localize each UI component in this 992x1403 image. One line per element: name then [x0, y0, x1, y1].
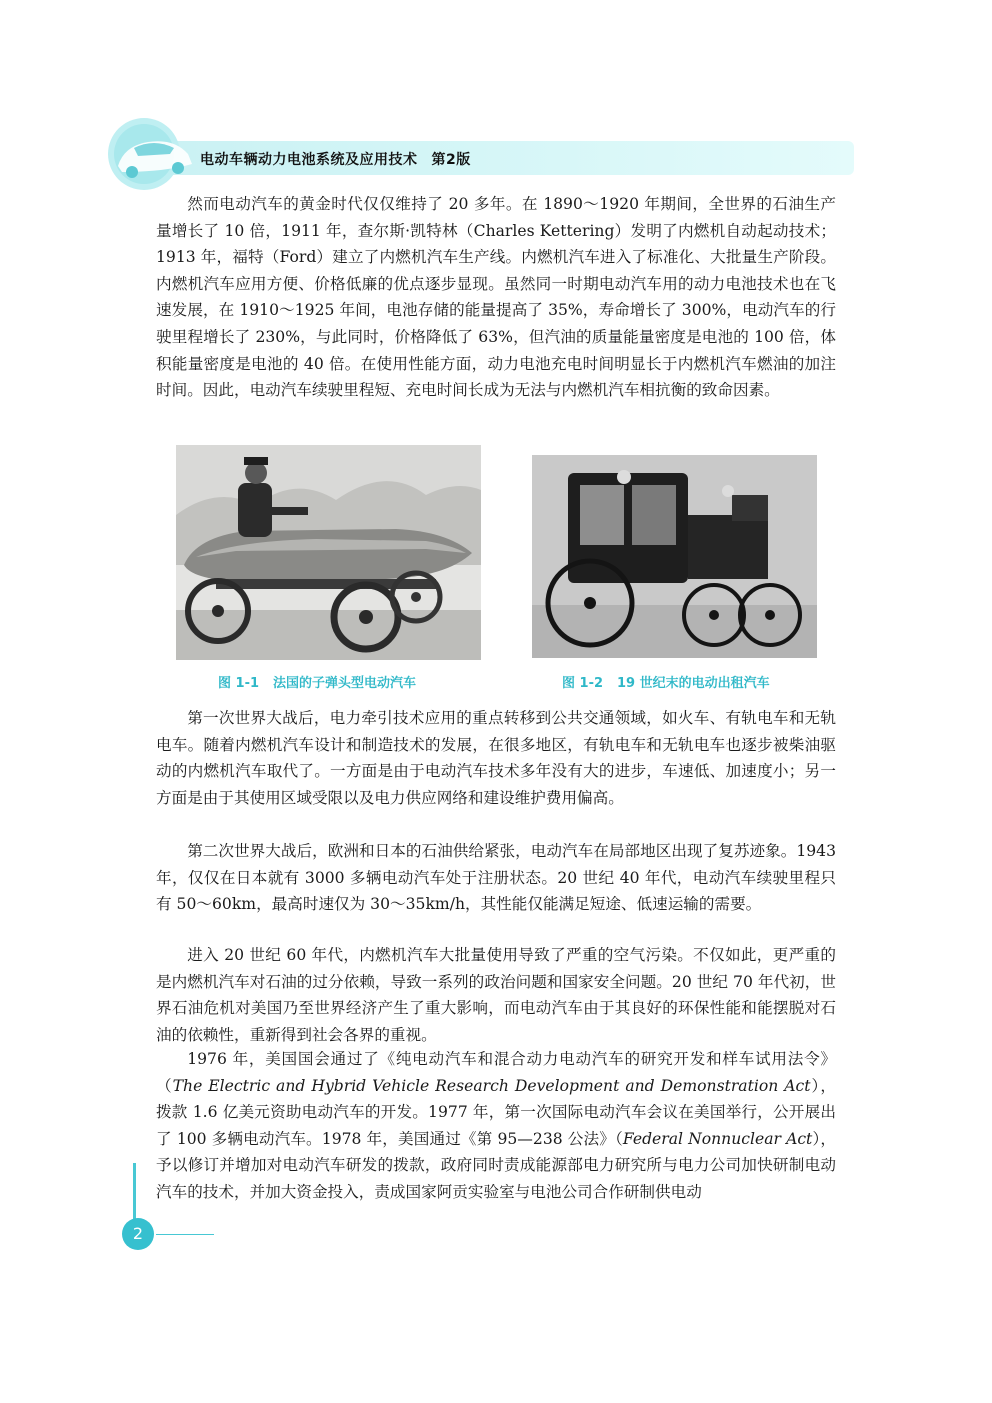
figure-1-caption — [218, 672, 416, 691]
paragraph: 然而电动汽车的黄金时代仅仅维持了 20 多年。在 1890～1920 年期间，全世界的石油生产量增长了 10 倍，1911 年，查尔斯·凯特林（Charles Kettering）发明了内燃机自动起动技术；1913 年，福特（Ford）建立了内燃机汽车生产线。内燃机汽车进入了标准化、大批量生产阶段。内燃机汽车应用方便、价格低廉的优点逐步显现。虽然同一时期电动汽车用的动力电池技术也在飞速发展，在 1910～1925 年间，电池存储的能量提高了 35%，寿命增长了 300%，电动汽车的行驶里程增长了 230%，与此同时，价格降低了 63%，但汽油的质量能量密度是电池的 100 倍，体积能量密度是电池的 40 倍。在使用性能方面，动力电池充电时间明显长于内燃机汽车燃油的加注时间。因此，电动汽车续驶里程短、充电时间长成为无法与内燃机汽车相抗衡的致命因素。 — [156, 195, 836, 400]
figure-2-caption — [562, 672, 770, 691]
paragraph-text: ），予以修订并增加对电动汽车研发的拨款，政府同时责成能源部电力研究所与电力公司加快研制电动汽车的技术，并加大资金投入，责成国家阿贡实验室与电池公司合作研制供电动 — [156, 1129, 836, 1201]
margin-rule — [133, 1163, 136, 1223]
figure-2-photo — [532, 455, 817, 658]
page-number: 2 — [122, 1218, 154, 1250]
figure-1-photo — [176, 445, 481, 660]
book-title: 电动车辆动力电池系统及应用技术 — [200, 152, 418, 168]
paragraph: 第二次世界大战后，欧洲和日本的石油供给紧张，电动汽车在局部地区出现了复苏迹象。1943 年，仅仅在日本就有 3000 多辆电动汽车处于注册状态。20 世纪 40 年代，电动汽车续驶里程只有 50～60km，最高时速仅为 30～35km/h，其性能仅能满足短途、低速运输的需要。 — [156, 842, 836, 914]
paragraph — [156, 1046, 836, 1206]
car-logo-icon — [104, 108, 214, 196]
running-header — [200, 149, 471, 169]
footer-rule — [156, 1234, 214, 1235]
paragraph-text: ），拨款 1.6 亿美元资助电动汽车的开发。1977 年，第一次国际电动汽车会议在美国举行，公开展出了 100 多辆电动汽车。1978 年，美国通过《第 95—238 公法》（ — [156, 1076, 836, 1148]
figure-2-caption-text: 19 世纪末的电动出租汽车 — [617, 676, 770, 691]
book-edition: 第2版 — [431, 152, 471, 168]
figure-1-number: 图 1-1 — [218, 676, 260, 691]
figure-1-caption-text: 法国的子弹头型电动汽车 — [273, 676, 417, 691]
figure-2-number: 图 1-2 — [562, 676, 604, 691]
paragraph-text: 1976 年，美国国会通过了《纯电动汽车和混合动力电动汽车的研究开发和样车试用法令》（ — [156, 1050, 836, 1095]
act-title-english: Federal Nonnuclear Act — [622, 1129, 813, 1148]
act-title-english: The Electric and Hybrid Vehicle Research Development and Demonstration Act — [172, 1076, 811, 1095]
paragraph: 进入 20 世纪 60 年代，内燃机汽车大批量使用导致了严重的空气污染。不仅如此，更严重的是内燃机汽车对石油的过分依赖，导致一系列的政治问题和国家安全问题。20 世纪 70 年代初，世界石油危机对美国乃至世界经济产生了重大影响，而电动汽车由于其良好的环保性能和能摆脱对石油的依赖性，重新得到社会各界的重视。 — [156, 946, 836, 1044]
paragraph: 第一次世界大战后，电力牵引技术应用的重点转移到公共交通领域，如火车、有轨电车和无轨电车。随着内燃机汽车设计和制造技术的发展，在很多地区，有轨电车和无轨电车也逐步被柴油驱动的内燃机汽车取代了。一方面是由于电动汽车技术多年没有大的进步，车速低、加速度小；另一方面是由于其使用区域受限以及电力供应网络和建设维护费用偏高。 — [156, 709, 836, 807]
